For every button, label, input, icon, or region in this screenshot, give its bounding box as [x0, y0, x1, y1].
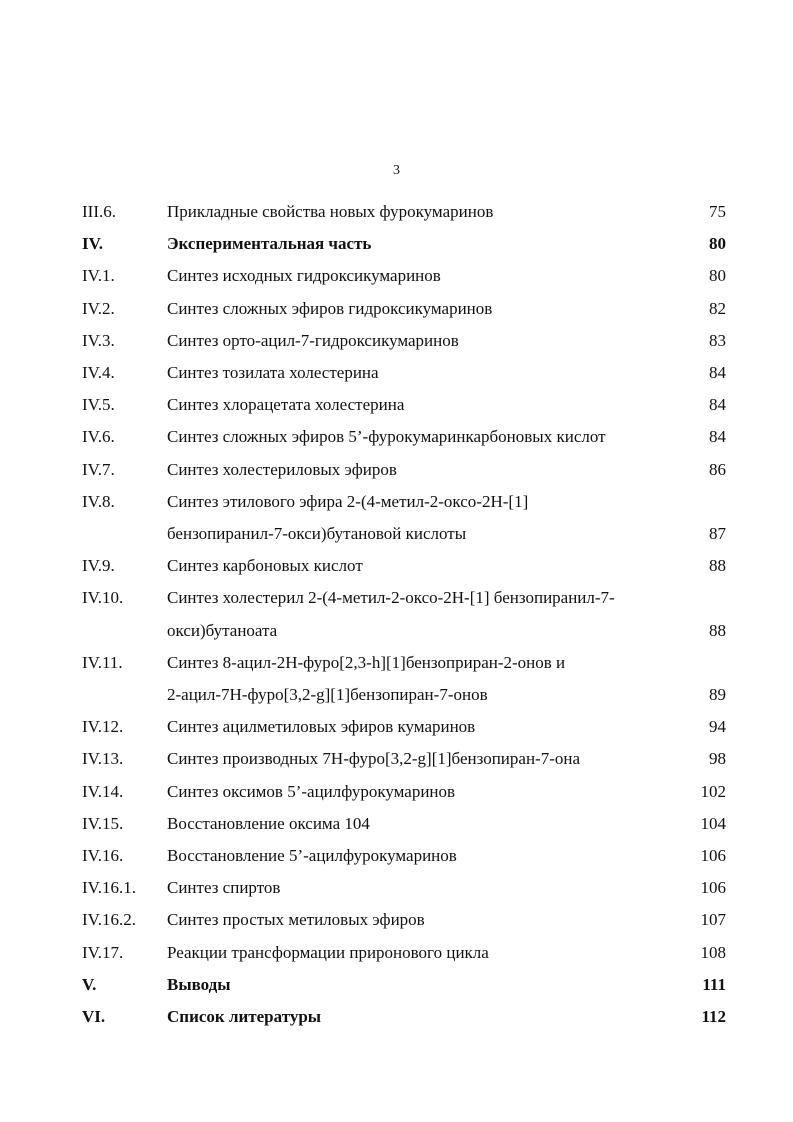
toc-entry-number: IV.17.: [82, 942, 124, 962]
toc-entry-title: [167, 486, 666, 550]
toc-entry-title-line: Экспериментальная часть: [167, 234, 372, 254]
toc-entry-page: 80: [709, 234, 726, 254]
toc-entry-page: 89: [709, 685, 726, 705]
toc-entry-page: 106: [700, 846, 726, 866]
toc-entry-title: [167, 325, 666, 357]
toc-entry: [82, 776, 726, 808]
toc-entry: [82, 260, 726, 292]
toc-entry-title-line: Реакции трансформации прирoнового цикла: [167, 942, 489, 962]
toc-entry-title-line: Синтез орто-ацил-7-гидроксикумаринов: [167, 330, 459, 350]
toc-entry-page: 108: [700, 942, 726, 962]
toc-entry: [82, 421, 726, 453]
toc-entry-number: IV.5.: [82, 395, 115, 415]
toc-entry: [82, 711, 726, 743]
toc-entry: [82, 872, 726, 904]
toc-entry: [82, 743, 726, 775]
toc-entry-title-line: Синтез сложных эфиров гидроксикумаринов: [167, 298, 493, 318]
toc-entry-number: IV.16.2.: [82, 910, 136, 930]
toc-entry-number: IV.16.1.: [82, 878, 136, 898]
toc-entry-number: IV.: [82, 234, 103, 254]
toc-entry-number: IV.13.: [82, 749, 124, 769]
toc-entry-title-line: Синтез 8-ацил-2Н-фуро[2,3-h][1]бензоприран-2-онов и: [167, 652, 566, 672]
toc-entry-title: [167, 293, 666, 325]
toc-entry-number: IV.3.: [82, 330, 115, 350]
toc-entry: [82, 228, 726, 260]
page-number: 3: [393, 163, 400, 178]
toc-entry-number: V.: [82, 974, 97, 994]
toc-entry: [82, 1001, 726, 1033]
toc-entry-title: [167, 357, 666, 389]
toc-entry-number: IV.1.: [82, 266, 115, 286]
toc-entry-page: 84: [709, 395, 726, 415]
toc-entry-title-line: Синтез холестерил 2-(4-метил-2-оксо-2Н-[1] бензопиранил-7-: [167, 588, 615, 608]
toc-entry-page: 98: [709, 749, 726, 769]
toc-entry-title-line: Список литературы: [167, 1007, 322, 1027]
toc-entry: [82, 486, 726, 550]
toc-entry-page: 80: [709, 266, 726, 286]
toc-entry-number: IV.2.: [82, 298, 115, 318]
toc-entry-title-line: Синтез исходных гидроксикумаринов: [167, 266, 441, 286]
toc-entry-title: [167, 228, 666, 260]
toc-entry-page: 86: [709, 459, 726, 479]
toc-entry-page: 84: [709, 363, 726, 383]
toc-entry-title: [167, 582, 666, 646]
table-of-contents: [82, 196, 726, 1033]
toc-entry-title: [167, 711, 666, 743]
toc-entry-page: 111: [702, 974, 726, 994]
toc-entry-title: [167, 937, 666, 969]
toc-entry-page: 106: [700, 878, 726, 898]
toc-entry-page: 75: [709, 202, 726, 221]
toc-entry-title-line: Восстановление 5’-ацилфурокумаринов: [167, 846, 457, 866]
toc-entry-title-line: Синтез хлорацетата холестерина: [167, 395, 405, 415]
toc-entry: [82, 293, 726, 325]
toc-entry-title-line: Восстановление оксима 104: [167, 813, 370, 833]
toc-entry: [82, 550, 726, 582]
toc-entry-title-line: Синтез холестериловых эфиров: [167, 459, 397, 479]
toc-entry-number: IV.11.: [82, 652, 123, 672]
toc-entry-number: IV.6.: [82, 427, 115, 447]
toc-entry-page: 107: [700, 910, 726, 930]
toc-entry-title-line: Синтез сложных эфиров 5’-фурокумаринкарбоновых кислот: [167, 427, 606, 447]
toc-entry-title-line: Синтез карбоновых кислот: [167, 556, 363, 576]
toc-entry: [82, 904, 726, 936]
toc-entry-title-line: Синтез производных 7Н-фуро[3,2-g][1]бензопиран-7-она: [167, 749, 581, 769]
toc-entry-page: 83: [709, 330, 726, 350]
toc-entry: [82, 969, 726, 1001]
toc-entry-title: [167, 743, 666, 775]
toc-entry-title-line: окси)бутаноата: [167, 620, 278, 640]
toc-entry: [82, 647, 726, 711]
toc-entry-title: [167, 647, 666, 711]
toc-entry-title-line: Синтез этилового эфира 2-(4-метил-2-оксо-2Н-[1]: [167, 491, 529, 511]
toc-entry-number: IV.12.: [82, 717, 124, 737]
toc-entry-title: [167, 969, 666, 1001]
toc-entry-title: [167, 840, 666, 872]
toc-entry: [82, 196, 726, 228]
toc-entry-title: [167, 421, 666, 453]
toc-entry: [82, 325, 726, 357]
toc-entry-number: VI.: [82, 1007, 106, 1027]
toc-entry-title: [167, 260, 666, 292]
toc-entry-number: IV.16.: [82, 846, 124, 866]
toc-entry-number: IV.15.: [82, 813, 124, 833]
toc-entry-page: 88: [709, 556, 726, 576]
toc-entry-title-line: Выводы: [167, 974, 231, 994]
toc-entry: [82, 808, 726, 840]
toc-entry-title-line: Синтез простых метиловых эфиров: [167, 910, 425, 930]
toc-entry-title: [167, 454, 666, 486]
toc-entry-title: [167, 808, 666, 840]
toc-entry: [82, 582, 726, 646]
toc-entry-title-line: бензопиранил-7-окси)бутановой кислоты: [167, 524, 467, 544]
toc-entry-title: [167, 196, 666, 228]
toc-entry: [82, 357, 726, 389]
toc-entry-title: [167, 776, 666, 808]
toc-entry: [82, 454, 726, 486]
toc-entry-number: IV.8.: [82, 491, 115, 511]
toc-entry-title: [167, 872, 666, 904]
toc-entry-title: [167, 389, 666, 421]
toc-entry-number: IV.9.: [82, 556, 115, 576]
toc-entry-title-line: Синтез тозилата холестерина: [167, 363, 379, 383]
toc-entry-title-line: Прикладные свойства новых фурокумаринов: [167, 202, 494, 221]
toc-entry-title: [167, 550, 666, 582]
toc-entry-page: 94: [709, 717, 726, 737]
toc-entry-title-line: Синтез спиртов: [167, 878, 281, 898]
toc-entry-page: 112: [701, 1007, 726, 1027]
toc-entry-page: 87: [709, 524, 726, 544]
toc-entry-page: 88: [709, 620, 726, 640]
toc-entry-title-line: Синтез ацилметиловых эфиров кумаринов: [167, 717, 476, 737]
toc-entry-number: IV.7.: [82, 459, 115, 479]
toc-entry-title-line: Синтез оксимов 5’-ацилфурокумаринов: [167, 781, 456, 801]
toc-entry-title: [167, 1001, 666, 1033]
toc-entry-number: IV.14.: [82, 781, 124, 801]
toc-entry: [82, 389, 726, 421]
toc-entry-number: III.6.: [82, 202, 116, 221]
toc-entry-page: 102: [700, 781, 726, 801]
toc-entry: [82, 937, 726, 969]
toc-entry-page: 84: [709, 427, 726, 447]
toc-entry-title: [167, 904, 666, 936]
toc-entry-page: 104: [700, 813, 726, 833]
toc-entry-number: IV.4.: [82, 363, 115, 383]
toc-entry-page: 82: [709, 298, 726, 318]
toc-entry-number: IV.10.: [82, 588, 124, 608]
toc-entry: [82, 840, 726, 872]
toc-entry-title-line: 2-ацил-7Н-фуро[3,2-g][1]бензопиран-7-онов: [167, 685, 488, 705]
